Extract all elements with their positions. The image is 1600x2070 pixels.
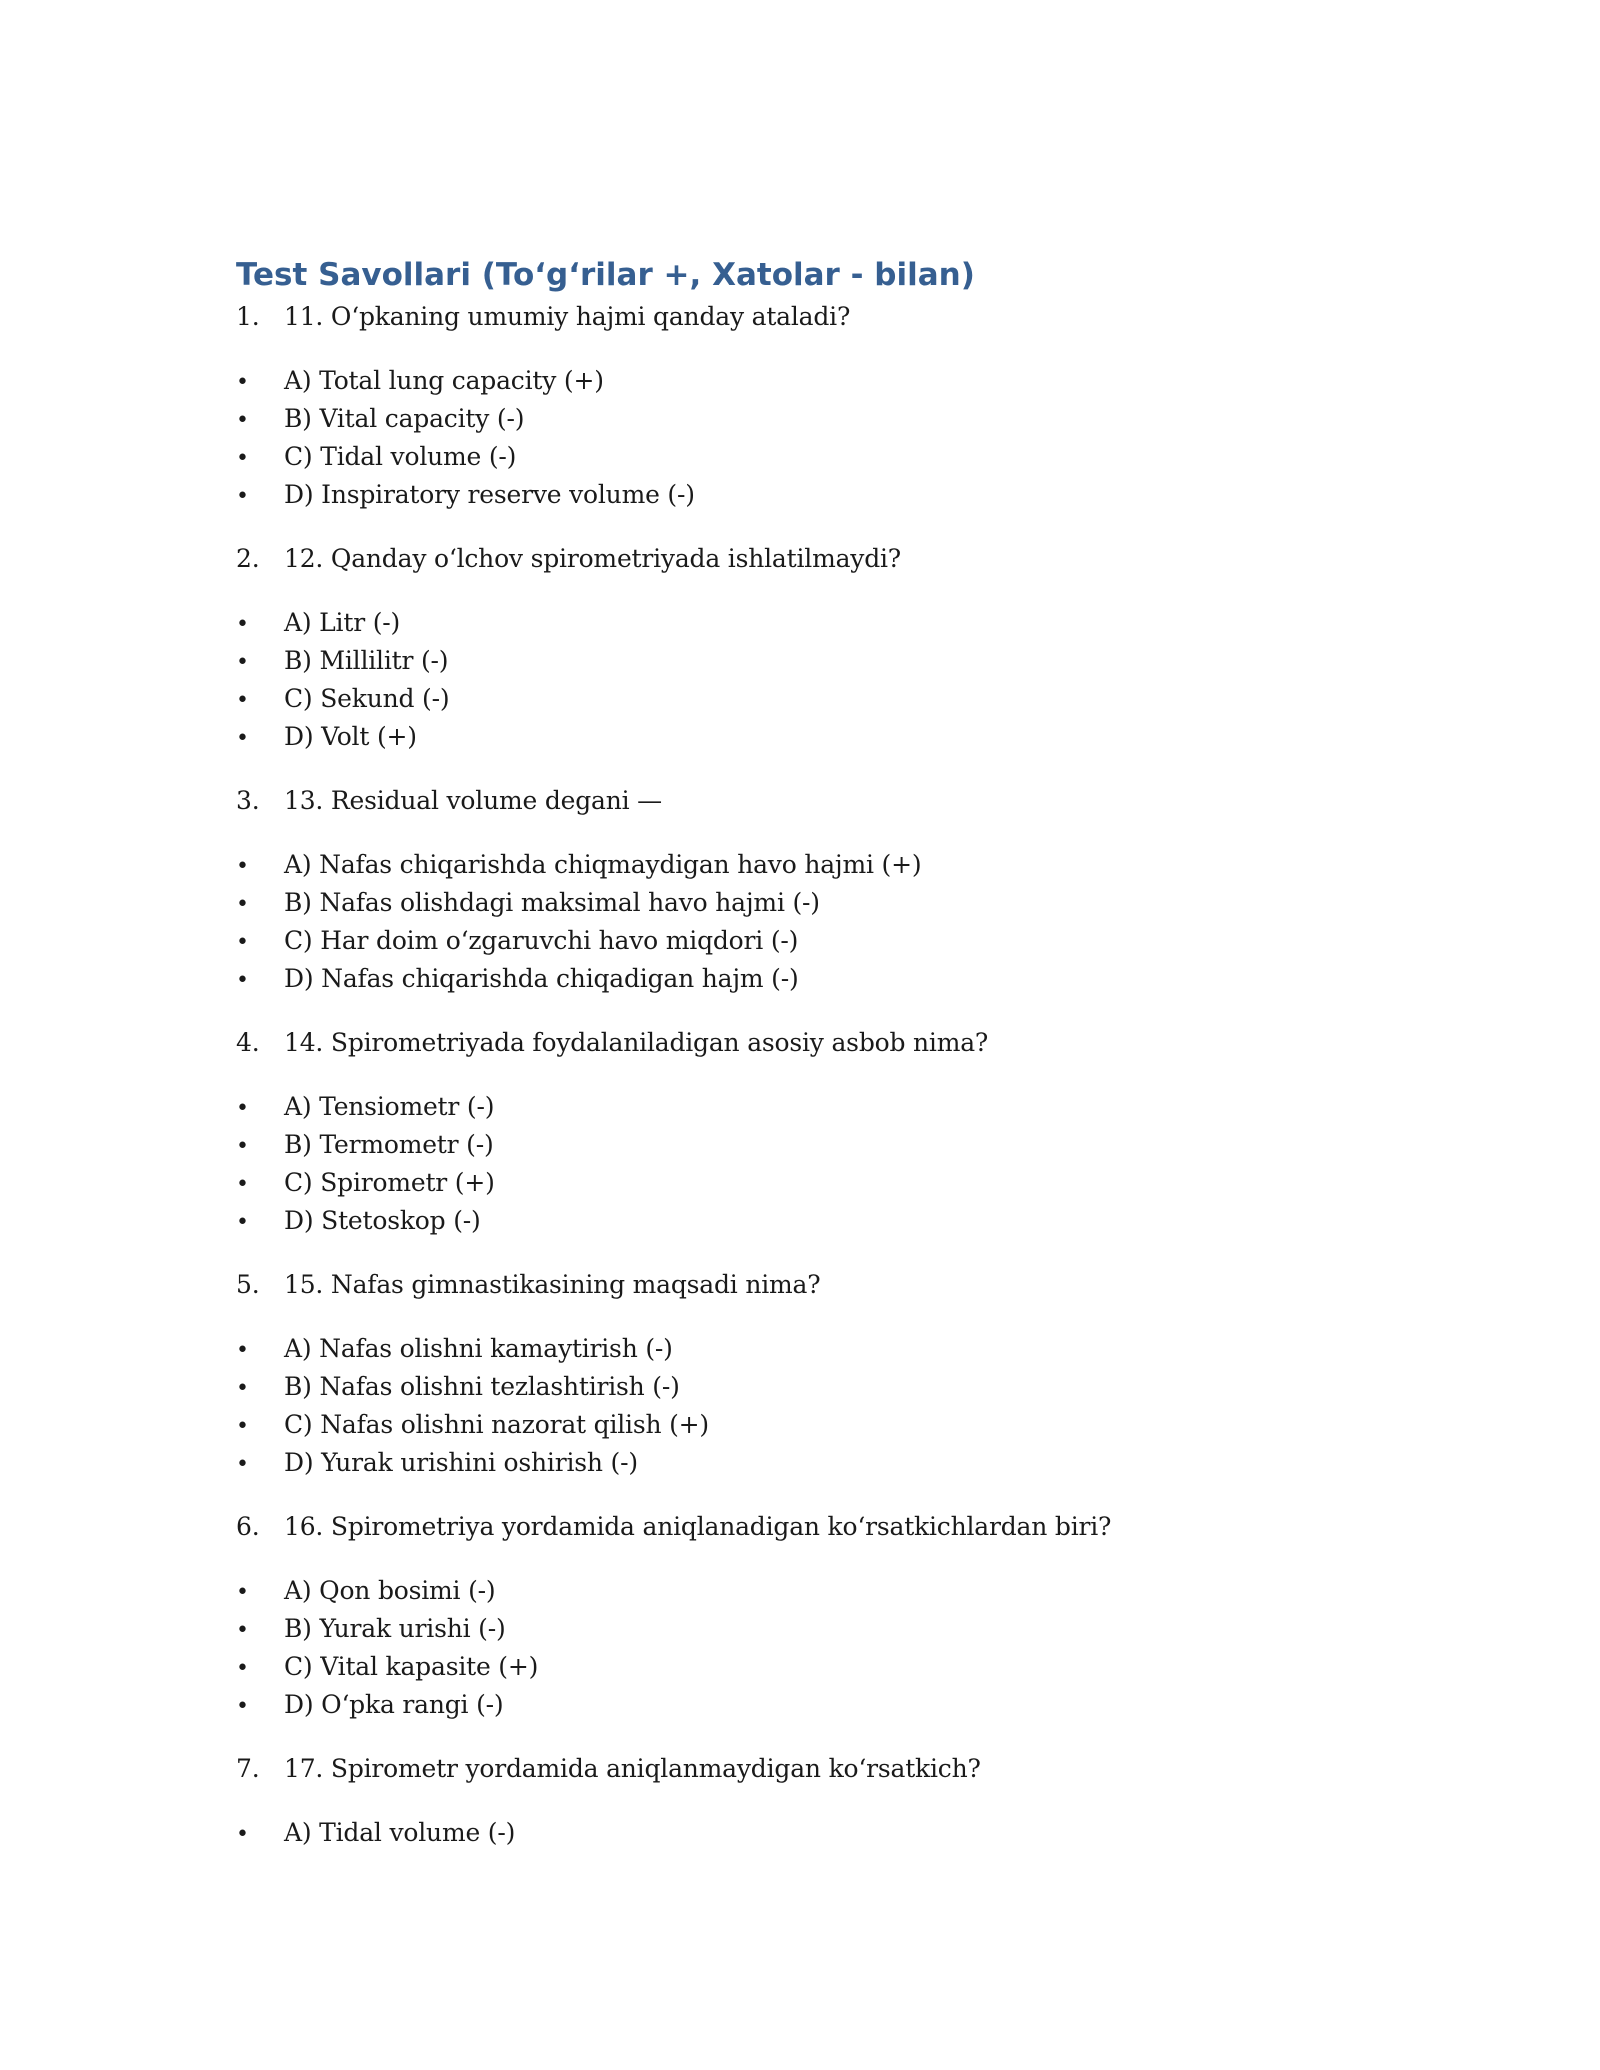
answer-option	[236, 604, 1436, 642]
answer-option-text: D) Inspiratory reserve volume (-)	[284, 480, 695, 509]
bullet-icon: •	[236, 1210, 249, 1235]
question-item	[236, 1508, 1436, 1724]
answer-option	[236, 718, 1436, 756]
answer-option-text: B) Millilitr (-)	[284, 646, 449, 675]
answer-option-text: A) Tensiometr (-)	[284, 1092, 495, 1121]
bullet-icon: •	[236, 968, 249, 993]
question-text: 15. Nafas gimnastikasining maqsadi nima?	[284, 1270, 821, 1299]
bullet-icon: •	[236, 1338, 249, 1363]
bullet-icon: •	[236, 688, 249, 713]
answer-options	[236, 1814, 1436, 1852]
bullet-icon: •	[236, 484, 249, 509]
bullet-icon: •	[236, 1172, 249, 1197]
bullet-icon: •	[236, 1414, 249, 1439]
question-item	[236, 782, 1436, 998]
answer-option-text: D) Volt (+)	[284, 722, 417, 751]
question-heading	[236, 1266, 1436, 1304]
bullet-icon: •	[236, 612, 249, 637]
question-heading	[236, 298, 1436, 336]
question-heading	[236, 782, 1436, 820]
answer-option-text: D) O‘pka rangi (-)	[284, 1690, 504, 1719]
answer-option-text: C) Tidal volume (-)	[284, 442, 517, 471]
answer-options	[236, 604, 1436, 756]
answer-option-text: A) Litr (-)	[284, 608, 401, 637]
bullet-icon: •	[236, 1134, 249, 1159]
answer-option-text: A) Nafas chiqarishda chiqmaydigan havo hajmi (+)	[284, 850, 922, 879]
answer-option-text: D) Stetoskop (-)	[284, 1206, 481, 1235]
bullet-icon: •	[236, 854, 249, 879]
answer-option	[236, 1088, 1436, 1126]
bullet-icon: •	[236, 892, 249, 917]
bullet-icon: •	[236, 1096, 249, 1121]
question-number: 1.	[236, 302, 260, 331]
bullet-icon: •	[236, 1618, 249, 1643]
answer-option-text: D) Nafas chiqarishda chiqadigan hajm (-)	[284, 964, 799, 993]
bullet-icon: •	[236, 370, 249, 395]
answer-option	[236, 1648, 1436, 1686]
answer-option-text: D) Yurak urishini oshirish (-)	[284, 1448, 638, 1477]
answer-option-text: B) Yurak urishi (-)	[284, 1614, 506, 1643]
answer-option-text: A) Tidal volume (-)	[284, 1818, 516, 1847]
answer-option	[236, 1572, 1436, 1610]
question-heading	[236, 540, 1436, 578]
answer-option	[236, 884, 1436, 922]
answer-options	[236, 846, 1436, 998]
question-heading	[236, 1750, 1436, 1788]
answer-option	[236, 680, 1436, 718]
question-item	[236, 1750, 1436, 1852]
question-text: 14. Spirometriyada foydalaniladigan asosiy asbob nima?	[284, 1028, 989, 1057]
answer-option	[236, 960, 1436, 998]
answer-option	[236, 1202, 1436, 1240]
answer-option-text: B) Termometr (-)	[284, 1130, 494, 1159]
answer-option	[236, 1610, 1436, 1648]
answer-option	[236, 846, 1436, 884]
document-title: Test Savollari (To‘g‘rilar +, Xatolar - bilan)	[236, 257, 975, 293]
bullet-icon: •	[236, 408, 249, 433]
bullet-icon: •	[236, 1694, 249, 1719]
question-item	[236, 1024, 1436, 1240]
answer-option	[236, 1330, 1436, 1368]
answer-options	[236, 1088, 1436, 1240]
question-text: 16. Spirometriya yordamida aniqlanadigan ko‘rsatkichlardan biri?	[284, 1512, 1112, 1541]
answer-option	[236, 1814, 1436, 1852]
answer-option	[236, 1444, 1436, 1482]
answer-options	[236, 362, 1436, 514]
bullet-icon: •	[236, 650, 249, 675]
question-item	[236, 1266, 1436, 1482]
question-number: 6.	[236, 1512, 260, 1541]
bullet-icon: •	[236, 1580, 249, 1605]
answer-option-text: B) Vital capacity (-)	[284, 404, 525, 433]
answer-option	[236, 1164, 1436, 1202]
answer-option	[236, 922, 1436, 960]
question-number: 4.	[236, 1028, 260, 1057]
answer-option-text: A) Qon bosimi (-)	[284, 1576, 496, 1605]
answer-option	[236, 1368, 1436, 1406]
answer-option-text: B) Nafas olishni tezlashtirish (-)	[284, 1372, 680, 1401]
answer-options	[236, 1572, 1436, 1724]
question-text: 17. Spirometr yordamida aniqlanmaydigan ko‘rsatkich?	[284, 1754, 981, 1783]
answer-options	[236, 1330, 1436, 1482]
answer-option	[236, 642, 1436, 680]
question-heading	[236, 1024, 1436, 1062]
bullet-icon: •	[236, 726, 249, 751]
answer-option-text: B) Nafas olishdagi maksimal havo hajmi (-)	[284, 888, 820, 917]
question-item	[236, 298, 1436, 514]
question-number: 2.	[236, 544, 260, 573]
answer-option-text: C) Vital kapasite (+)	[284, 1652, 539, 1681]
answer-option	[236, 476, 1436, 514]
question-item	[236, 540, 1436, 756]
bullet-icon: •	[236, 1376, 249, 1401]
answer-option	[236, 1406, 1436, 1444]
answer-option-text: C) Spirometr (+)	[284, 1168, 495, 1197]
bullet-icon: •	[236, 446, 249, 471]
bullet-icon: •	[236, 1656, 249, 1681]
answer-option	[236, 1686, 1436, 1724]
question-heading	[236, 1508, 1436, 1546]
bullet-icon: •	[236, 1452, 249, 1477]
question-text: 11. O‘pkaning umumiy hajmi qanday ataladi?	[284, 302, 851, 331]
answer-option-text: A) Nafas olishni kamaytirish (-)	[284, 1334, 673, 1363]
answer-option	[236, 1126, 1436, 1164]
answer-option	[236, 438, 1436, 476]
bullet-icon: •	[236, 1822, 249, 1847]
question-text: 12. Qanday o‘lchov spirometriyada ishlatilmaydi?	[284, 544, 902, 573]
question-number: 5.	[236, 1270, 260, 1299]
answer-option-text: C) Har doim o‘zgaruvchi havo miqdori (-)	[284, 926, 799, 955]
question-text: 13. Residual volume degani —	[284, 786, 662, 815]
question-list	[236, 298, 1436, 1878]
question-number: 3.	[236, 786, 260, 815]
answer-option	[236, 400, 1436, 438]
answer-option-text: A) Total lung capacity (+)	[284, 366, 604, 395]
bullet-icon: •	[236, 930, 249, 955]
answer-option-text: C) Sekund (-)	[284, 684, 450, 713]
question-number: 7.	[236, 1754, 260, 1783]
answer-option-text: C) Nafas olishni nazorat qilish (+)	[284, 1410, 709, 1439]
answer-option	[236, 362, 1436, 400]
